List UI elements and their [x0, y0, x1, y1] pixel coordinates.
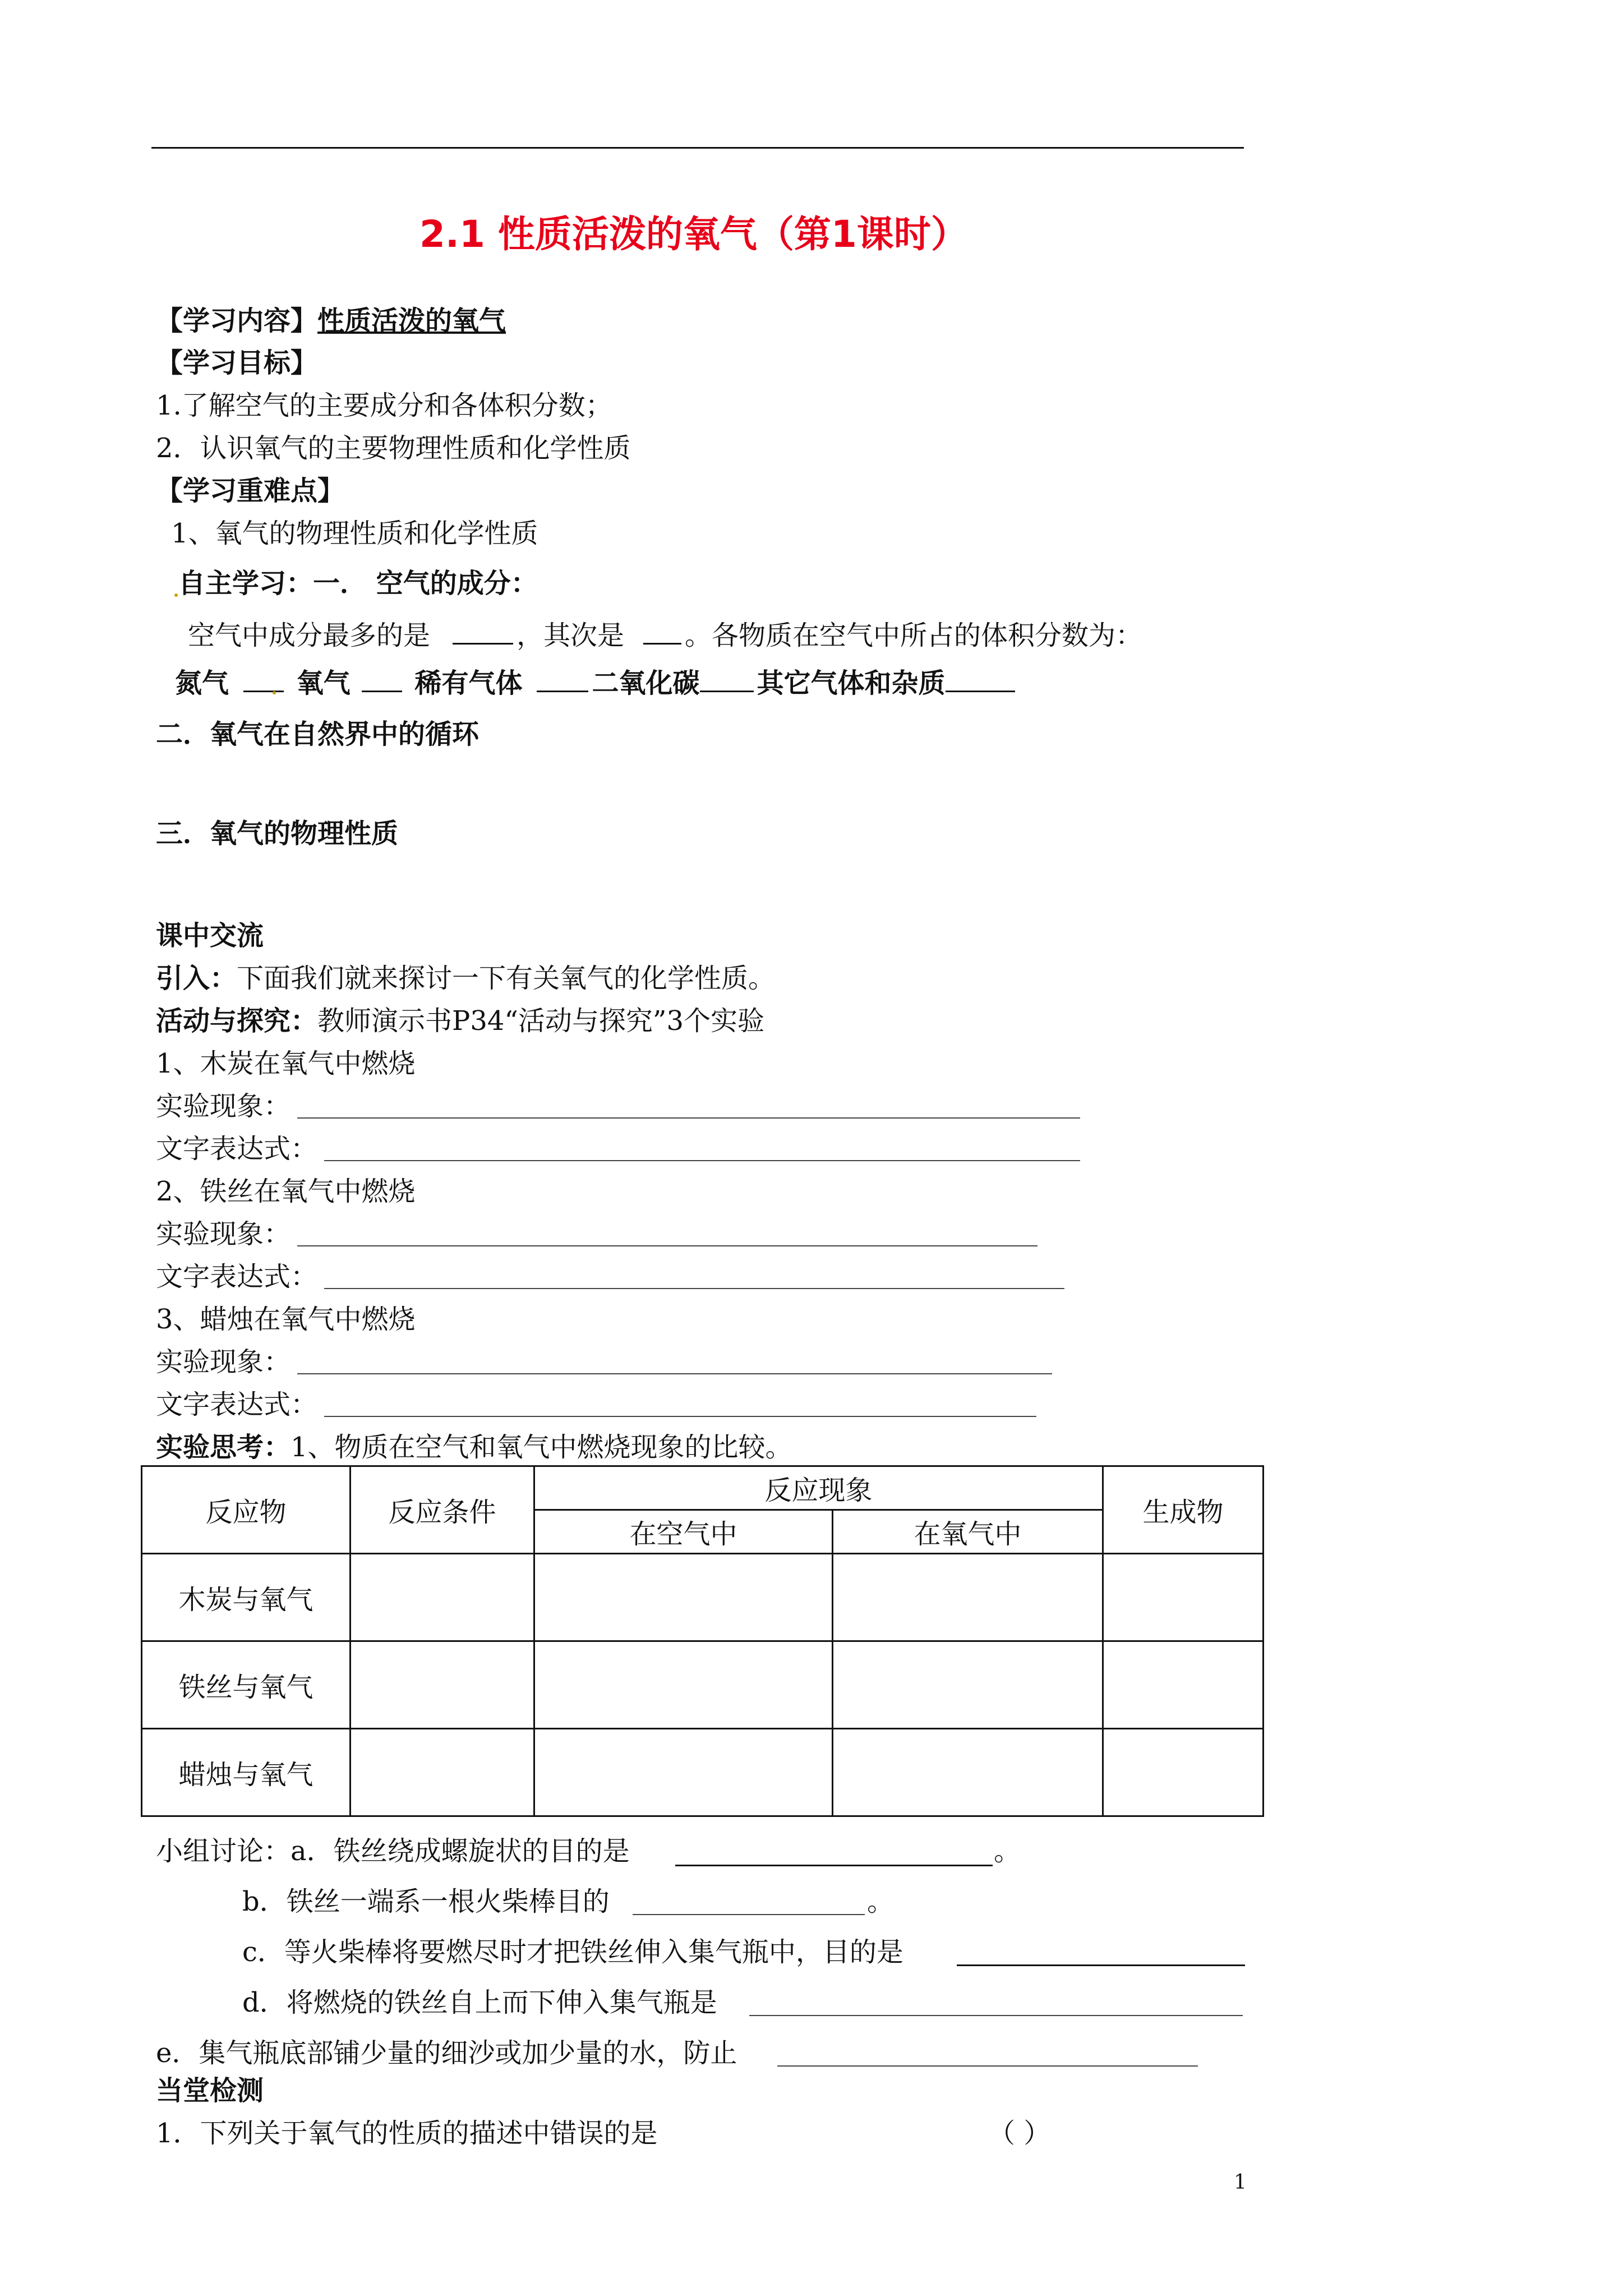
row-reactant: 木炭与氧气 — [142, 1554, 351, 1641]
key-points-label: 【学习重难点】 — [156, 475, 345, 507]
discussion-b: b．铁丝一端系一根火柴棒目的 — [242, 1886, 610, 1917]
experiment-1-title: 1、木炭在氧气中燃烧 — [156, 1048, 416, 1079]
cell-blank[interactable] — [534, 1729, 833, 1816]
yellow-mark — [273, 691, 276, 694]
section-2-heading: 二．氧气在自然界中的循环 — [156, 719, 479, 750]
yellow-mark — [174, 593, 178, 597]
page-number: 1 — [1234, 2171, 1247, 2194]
learning-content — [156, 304, 506, 338]
blank-nitrogen[interactable] — [243, 666, 284, 692]
page-title: 2.1 性质活泼的氧气（第1课时） — [419, 213, 968, 256]
intro-label: 引入： — [156, 963, 237, 994]
key-point-item: 1、氧气的物理性质和化学性质 — [171, 518, 538, 549]
header-in-oxygen: 在氧气中 — [833, 1510, 1103, 1554]
header-phenomenon: 反应现象 — [534, 1466, 1103, 1510]
discussion-a: a．铁丝绕成螺旋状的目的是 — [291, 1835, 630, 1867]
discussion-d: d．将燃烧的铁丝自上而下伸入集气瓶是 — [242, 1987, 717, 2018]
experiment-3-expression-label: 文字表达式： — [156, 1389, 318, 1420]
activity-label: 活动与探究： — [156, 1005, 318, 1037]
gas-nitrogen: 氮气 — [175, 668, 229, 699]
experiment-3-phenomenon-blank[interactable] — [297, 1373, 1052, 1374]
self-study-heading: 自主学习：一． 空气的成分： — [178, 568, 538, 599]
blank-co2[interactable] — [700, 666, 754, 692]
blank-most-component[interactable] — [453, 618, 513, 645]
learning-content-value: 性质活泼的氧气 — [317, 305, 506, 337]
intro-line — [156, 961, 775, 995]
quiz-question-1: 1．下列关于氧气的性质的描述中错误的是 — [156, 2118, 658, 2149]
cell-blank[interactable] — [351, 1729, 534, 1816]
experiment-2-expression-blank[interactable] — [324, 1288, 1064, 1289]
discussion-label: 小组讨论： — [156, 1835, 291, 1867]
header-condition: 反应条件 — [351, 1466, 534, 1554]
discussion-c: c．等火柴棒将要燃尽时才把铁丝伸入集气瓶中，目的是 — [242, 1936, 903, 1968]
gas-oxygen: 氧气 — [296, 668, 351, 699]
discussion-a-blank[interactable] — [675, 1865, 993, 1866]
cell-blank[interactable] — [1103, 1554, 1264, 1641]
cell-blank[interactable] — [833, 1554, 1103, 1641]
cell-blank[interactable] — [1103, 1729, 1264, 1816]
air-composition-line — [188, 618, 1142, 652]
blank-oxygen[interactable] — [362, 666, 402, 692]
table-row — [142, 1554, 1264, 1641]
experiment-1-expression-label: 文字表达式： — [156, 1133, 318, 1165]
experiment-3-title: 3、蜡烛在氧气中燃烧 — [156, 1304, 416, 1335]
cell-blank[interactable] — [534, 1641, 833, 1729]
cell-blank[interactable] — [534, 1554, 833, 1641]
goal-item-1: 1.了解空气的主要成分和各体积分数； — [156, 390, 612, 421]
cell-blank[interactable] — [351, 1641, 534, 1729]
gas-fractions-line — [175, 666, 1018, 700]
air-line-part-3: 。各物质在空气中所占的体积分数为： — [685, 620, 1143, 651]
row-reactant: 蜡烛与氧气 — [142, 1729, 351, 1816]
discussion-b-blank[interactable] — [633, 1914, 865, 1915]
experiment-2-phenomenon-label: 实验现象： — [156, 1218, 291, 1250]
cell-blank[interactable] — [833, 1641, 1103, 1729]
cell-blank[interactable] — [351, 1554, 534, 1641]
thinking-line — [156, 1430, 792, 1464]
activity-text: 教师演示书P34“活动与探究”3个实验 — [317, 1005, 765, 1037]
air-line-part-1: 空气中成分最多的是 — [188, 620, 431, 651]
gas-other: 其它气体和杂质 — [757, 668, 946, 699]
header-reactant: 反应物 — [142, 1466, 351, 1554]
discussion-b-end: 。 — [867, 1886, 895, 1917]
quiz-answer-paren[interactable]: （ ） — [988, 2118, 1051, 2149]
experiment-2-title: 2、铁丝在氧气中燃烧 — [156, 1176, 416, 1207]
cell-blank[interactable] — [833, 1729, 1103, 1816]
thinking-label: 实验思考： — [156, 1432, 291, 1463]
blank-noble[interactable] — [537, 666, 588, 692]
experiment-3-expression-blank[interactable] — [324, 1416, 1036, 1417]
discussion-a-end: 。 — [994, 1835, 1021, 1867]
thinking-text: 1、物质在空气和氧气中燃烧现象的比较。 — [291, 1432, 792, 1463]
experiment-3-phenomenon-label: 实验现象： — [156, 1346, 291, 1378]
row-reactant: 铁丝与氧气 — [142, 1641, 351, 1729]
intro-text: 下面我们就来探讨一下有关氧气的化学性质。 — [237, 963, 776, 994]
experiment-1-phenomenon-label: 实验现象： — [156, 1091, 291, 1122]
discussion-d-blank[interactable] — [749, 2015, 1243, 2016]
discussion-a-line — [156, 1834, 630, 1868]
discussion-e: e．集气瓶底部铺少量的细沙或加少量的水，防止 — [156, 2037, 737, 2069]
experiment-1-phenomenon-blank[interactable] — [297, 1117, 1080, 1119]
section-3-heading: 三．氧气的物理性质 — [156, 818, 399, 849]
experiment-2-expression-label: 文字表达式： — [156, 1261, 318, 1292]
goals-label: 【学习目标】 — [156, 347, 318, 379]
experiment-2-phenomenon-blank[interactable] — [297, 1245, 1038, 1246]
gas-noble: 稀有气体 — [414, 668, 523, 699]
table-row — [142, 1641, 1264, 1729]
air-line-part-2: ，其次是 — [517, 620, 625, 651]
activity-line — [156, 1004, 764, 1038]
class-heading: 课中交流 — [156, 920, 264, 951]
table-row — [142, 1729, 1264, 1816]
header-product: 生成物 — [1103, 1466, 1264, 1554]
blank-second-component[interactable] — [643, 618, 681, 645]
cell-blank[interactable] — [1103, 1641, 1264, 1729]
discussion-c-blank[interactable] — [957, 1964, 1245, 1966]
goal-item-2: 2．认识氧气的主要物理性质和化学性质 — [156, 432, 631, 464]
gas-co2: 二氧化碳 — [592, 668, 700, 699]
blank-other[interactable] — [946, 666, 1015, 692]
discussion-e-blank[interactable] — [777, 2065, 1198, 2067]
header-in-air: 在空气中 — [534, 1510, 833, 1554]
learning-content-label: 【学习内容】 — [156, 305, 318, 337]
experiment-1-expression-blank[interactable] — [324, 1160, 1080, 1161]
combustion-comparison-table — [141, 1465, 1264, 1817]
quiz-heading: 当堂检测 — [156, 2075, 264, 2106]
header-rule — [151, 147, 1244, 149]
